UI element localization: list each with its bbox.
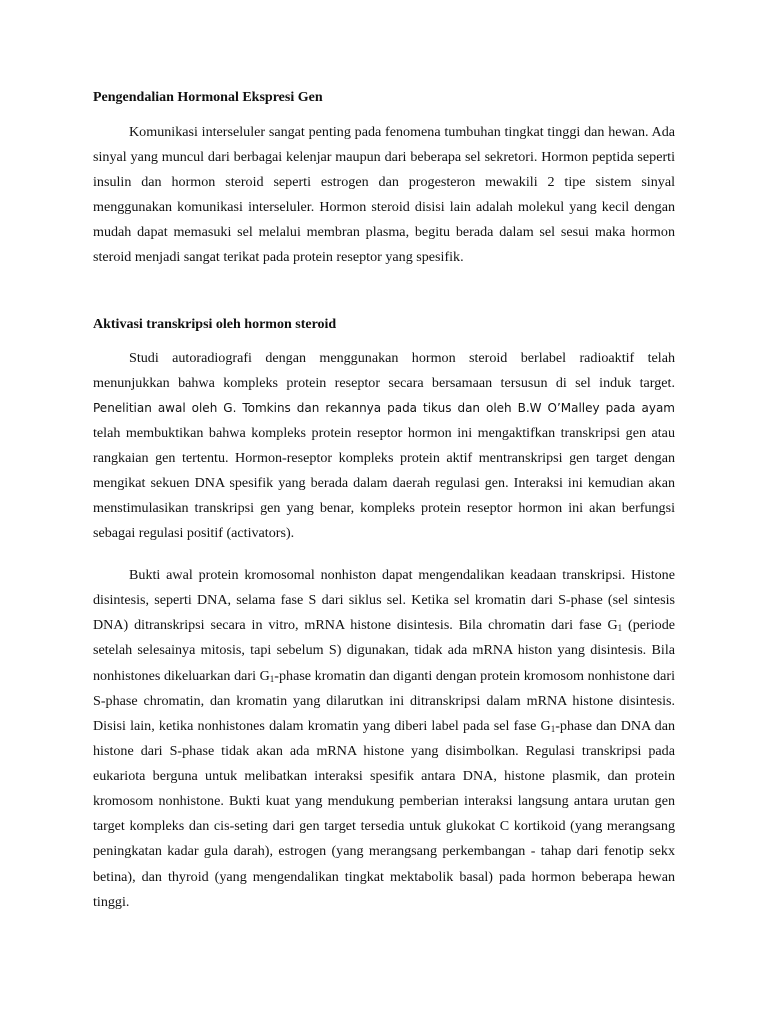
paragraph-komunikasi xyxy=(93,120,675,270)
subscript: 1 xyxy=(269,673,275,684)
paragraph-text: (periode setelah selesainya mitosis, tapi sebelum S) digunakan, tidak ada mRNA histon yang disintesis. Bila nonhistones dikeluarkan dari G xyxy=(93,617,675,684)
document-title: Pengendalian Hormonal Ekspresi Gen xyxy=(93,90,323,105)
paragraph-text: -phase kromatin dan diganti dengan protein kromosom nonhistone dari S-phase chromatin, dan kromatin yang dilarutkan ini ditranskripsi dalam mRNA histone disintesis. Disisi lain, ketika nonhistones dalam kromatin yang diberi label pada sel fase G xyxy=(93,667,675,734)
paragraph-text: Bukti awal protein kromosomal nonhiston dapat mengendalikan keadaan transkripsi. Histone disintesis, seperti DNA, selama fase S dari siklus sel. Ketika sel kromatin dari S-phase (sel sintesis DNA) ditranskripsi secara in vitro, mRNA histone disintesis. Bila chromatin dari fase G xyxy=(93,567,675,634)
paragraph-text: Studi autoradiografi dengan menggunakan hormon steroid berlabel radioaktif telah menunjukkan bahwa kompleks protein reseptor secara bersamaan tersusun di sel induk target. xyxy=(93,350,675,392)
paragraph-bukti xyxy=(93,563,675,915)
section-heading-aktivasi: Aktivasi transkripsi oleh hormon steroid xyxy=(93,317,337,332)
subscript: 1 xyxy=(617,623,623,634)
subscript: 1 xyxy=(550,723,556,734)
paragraph-text: Komunikasi interseluler sangat penting pada fenomena tumbuhan tingkat tinggi dan hewan. Ada sinyal yang muncul dari berbagai kelenjar maupun dari beberapa sel sekretori. Hormon peptida seperti insulin dan hormon steroid seperti estrogen dan progesteron mewakili 2 tipe sistem sinyal menggunakan komunikasi interseluler. Hormon steroid disisi lain adalah molekul yang kecil dengan mudah dapat memasuki sel melalui membran plasma, begitu berada dalam sel sesui maka hormon steroid menjadi sangat terikat pada protein reseptor yang spesifik. xyxy=(93,124,675,266)
paragraph-text-sans: Penelitian awal oleh G. Tomkins dan rekannya pada tikus dan oleh B.W O’Malley pada ayam xyxy=(93,401,675,416)
paragraph-text: -phase dan DNA dan histone dari S-phase tidak akan ada mRNA histone yang disimbolkan. Regulasi transkripsi pada eukariota berguna untuk melibatkan interaksi spesifik antara DNA, histone plasmik, dan protein kromosom nonhistone. Bukti kuat yang mendukung pemberian interaksi langsung antara urutan gen target kompleks dan cis-seting dari gen target tersedia untuk glukokat C kortikoid (yang merangsang peningkatan kadar gula darah), estrogen (yang merangsang perkembangan - tahap dari fenotip sekx betina), dan thyroid (yang mengendalikan tingkat mektabolik basal) pada hormon beberapa hewan tinggi. xyxy=(93,717,676,910)
paragraph-text: telah membuktikan bahwa kompleks protein reseptor hormon ini mengaktifkan transkripsi gen atau rangkaian gen tertentu. Hormon-reseptor kompleks protein aktif mentranskripsi gen target dengan mengikat sekuen DNA spesifik yang berada dalam daerah regulasi gen. Interaksi ini kemudian akan menstimulasikan transkripsi gen yang benar, kompleks protein reseptor hormon ini akan berfungsi sebagai regulasi positif (activators). xyxy=(93,425,675,542)
paragraph-studi xyxy=(93,346,675,546)
